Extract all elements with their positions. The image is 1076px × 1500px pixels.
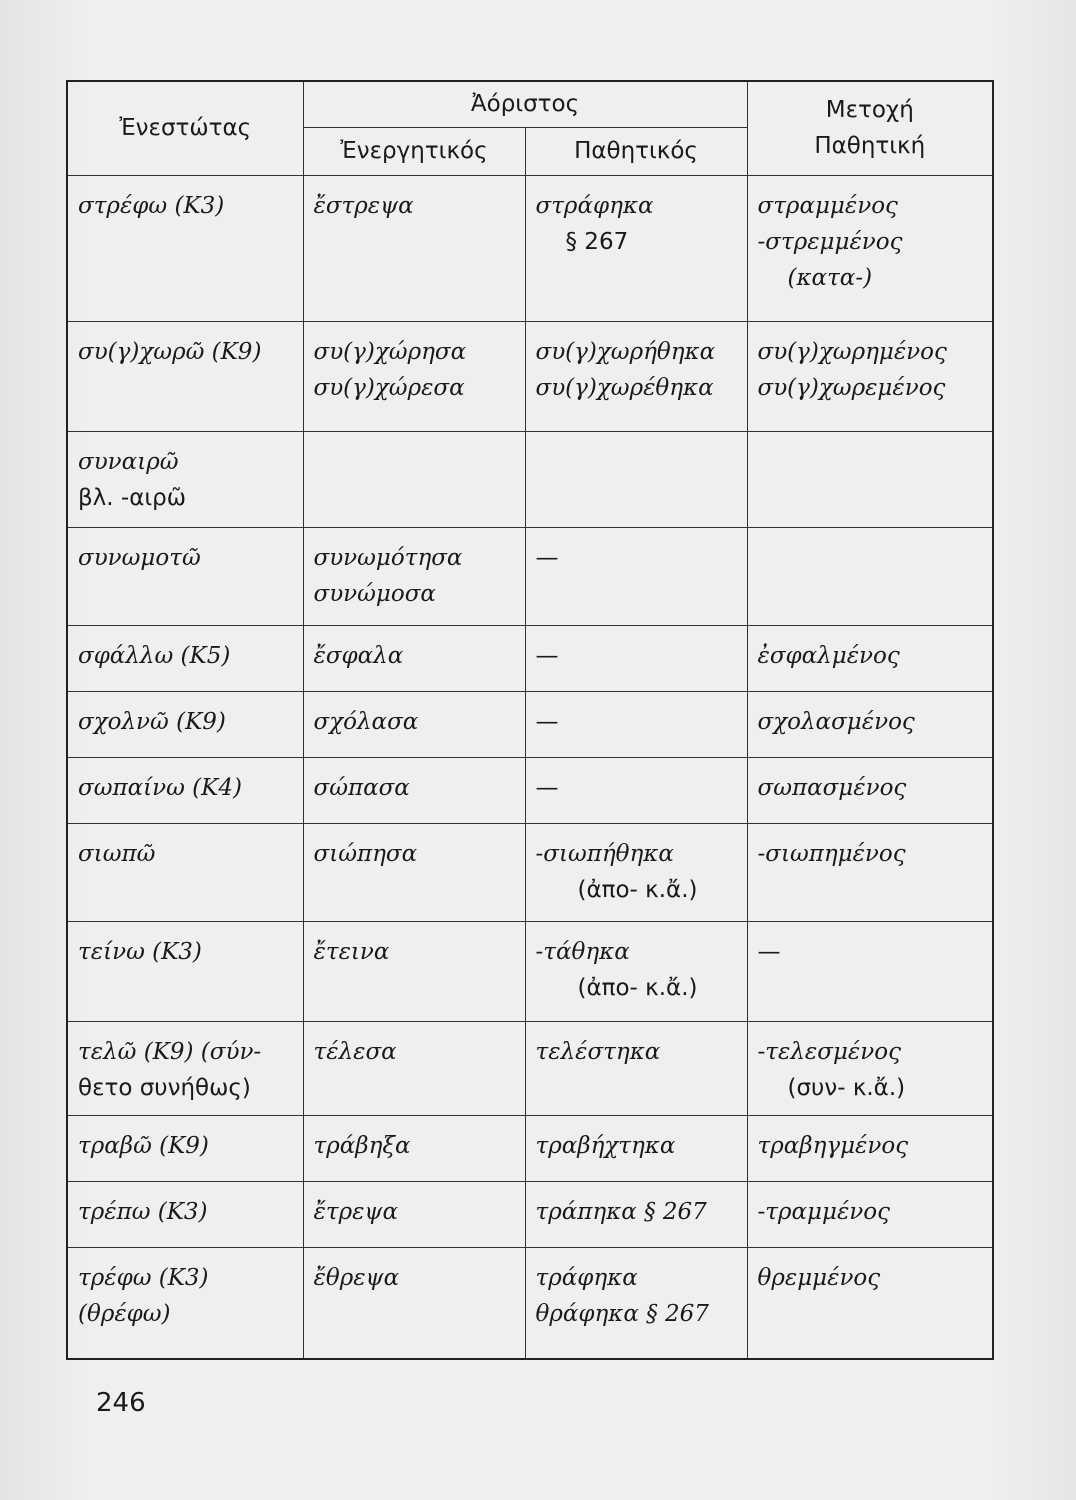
cell-present: τρέφω (Κ3) (θρέφω) — [67, 1247, 303, 1359]
cell-active — [303, 431, 525, 527]
cell-active: σώπασα — [303, 757, 525, 823]
cell-passive: -τάθηκα (ἀπο- κ.ἄ.) — [525, 921, 747, 1021]
cell-present: συνωμοτῶ — [67, 527, 303, 625]
cell-present: σφάλλω (Κ5) — [67, 625, 303, 691]
cell-participle: ἐσφαλμένος — [747, 625, 993, 691]
cell-participle: σωπασμένος — [747, 757, 993, 823]
cell-active: σχόλασα — [303, 691, 525, 757]
cell-present: συ(γ)χωρῶ (Κ9) — [67, 321, 303, 431]
cell-active: τέλεσα — [303, 1021, 525, 1115]
cell-passive: — — [525, 691, 747, 757]
cell-passive — [525, 431, 747, 527]
cell-active: τράβηξα — [303, 1115, 525, 1181]
cell-present: τρέπω (Κ3) — [67, 1181, 303, 1247]
cell-passive: — — [525, 625, 747, 691]
header-participle-line1: Μετοχή — [825, 97, 914, 124]
cell-passive: τράπηκα § 267 — [525, 1181, 747, 1247]
header-active: Ἐνεργητικός — [303, 127, 525, 175]
cell-active: σιώπησα — [303, 823, 525, 921]
cell-participle: — — [747, 921, 993, 1021]
table-row — [67, 921, 993, 1021]
cell-participle: -σιωπημένος — [747, 823, 993, 921]
cell-passive: στράφηκα § 267 — [525, 175, 747, 321]
cell-present: σωπαίνω (Κ4) — [67, 757, 303, 823]
cell-participle — [747, 431, 993, 527]
page-number: 246 — [96, 1388, 146, 1418]
cell-passive: συ(γ)χωρήθηκα συ(γ)χωρέθηκα — [525, 321, 747, 431]
cell-active: ἔστρεψα — [303, 175, 525, 321]
header-aorist: Ἀόριστος — [303, 81, 747, 127]
table-row — [67, 527, 993, 625]
cell-present: τελῶ (Κ9) (σύν- θετο συνήθως) — [67, 1021, 303, 1115]
cell-participle: σχολασμένος — [747, 691, 993, 757]
header-participle-line2: Παθητική — [814, 133, 926, 160]
cell-passive: — — [525, 757, 747, 823]
cell-passive: τραβήχτηκα — [525, 1115, 747, 1181]
table-row — [67, 823, 993, 921]
cell-present: στρέφω (Κ3) — [67, 175, 303, 321]
cell-present: τραβῶ (Κ9) — [67, 1115, 303, 1181]
table-row — [67, 1181, 993, 1247]
cell-active: ἔσφαλα — [303, 625, 525, 691]
cell-present: συναιρῶ βλ. -αιρῶ — [67, 431, 303, 527]
cell-participle: -τραμμένος — [747, 1181, 993, 1247]
table-row — [67, 1115, 993, 1181]
cell-present: σχολνῶ (Κ9) — [67, 691, 303, 757]
cell-present: σιωπῶ — [67, 823, 303, 921]
cell-present: τείνω (Κ3) — [67, 921, 303, 1021]
table-row — [67, 431, 993, 527]
table-row — [67, 1021, 993, 1115]
header-passive: Παθητικός — [525, 127, 747, 175]
cell-active: ἔθρεψα — [303, 1247, 525, 1359]
table-row — [67, 175, 993, 321]
cell-participle: συ(γ)χωρημένος συ(γ)χωρεμένος — [747, 321, 993, 431]
header-present: Ἐνεστώτας — [67, 81, 303, 175]
cell-participle: στραμμένος -στρεμμένος (κατα-) — [747, 175, 993, 321]
verb-table — [66, 80, 994, 1360]
cell-active: ἔτεινα — [303, 921, 525, 1021]
cell-participle: -τελεσμένος (συν- κ.ἄ.) — [747, 1021, 993, 1115]
cell-active: ἔτρεψα — [303, 1181, 525, 1247]
cell-passive: — — [525, 527, 747, 625]
header-participle — [747, 81, 993, 175]
table-row — [67, 321, 993, 431]
cell-passive: τράφηκα θράφηκα § 267 — [525, 1247, 747, 1359]
table-row — [67, 757, 993, 823]
cell-passive: τελέστηκα — [525, 1021, 747, 1115]
table-row — [67, 625, 993, 691]
cell-participle: θρεμμένος — [747, 1247, 993, 1359]
cell-participle — [747, 527, 993, 625]
table-row — [67, 691, 993, 757]
table-row — [67, 1247, 993, 1359]
cell-participle: τραβηγμένος — [747, 1115, 993, 1181]
cell-passive: -σιωπήθηκα (ἀπο- κ.ἄ.) — [525, 823, 747, 921]
cell-active: συνωμότησα συνώμοσα — [303, 527, 525, 625]
cell-active: συ(γ)χώρησα συ(γ)χώρεσα — [303, 321, 525, 431]
